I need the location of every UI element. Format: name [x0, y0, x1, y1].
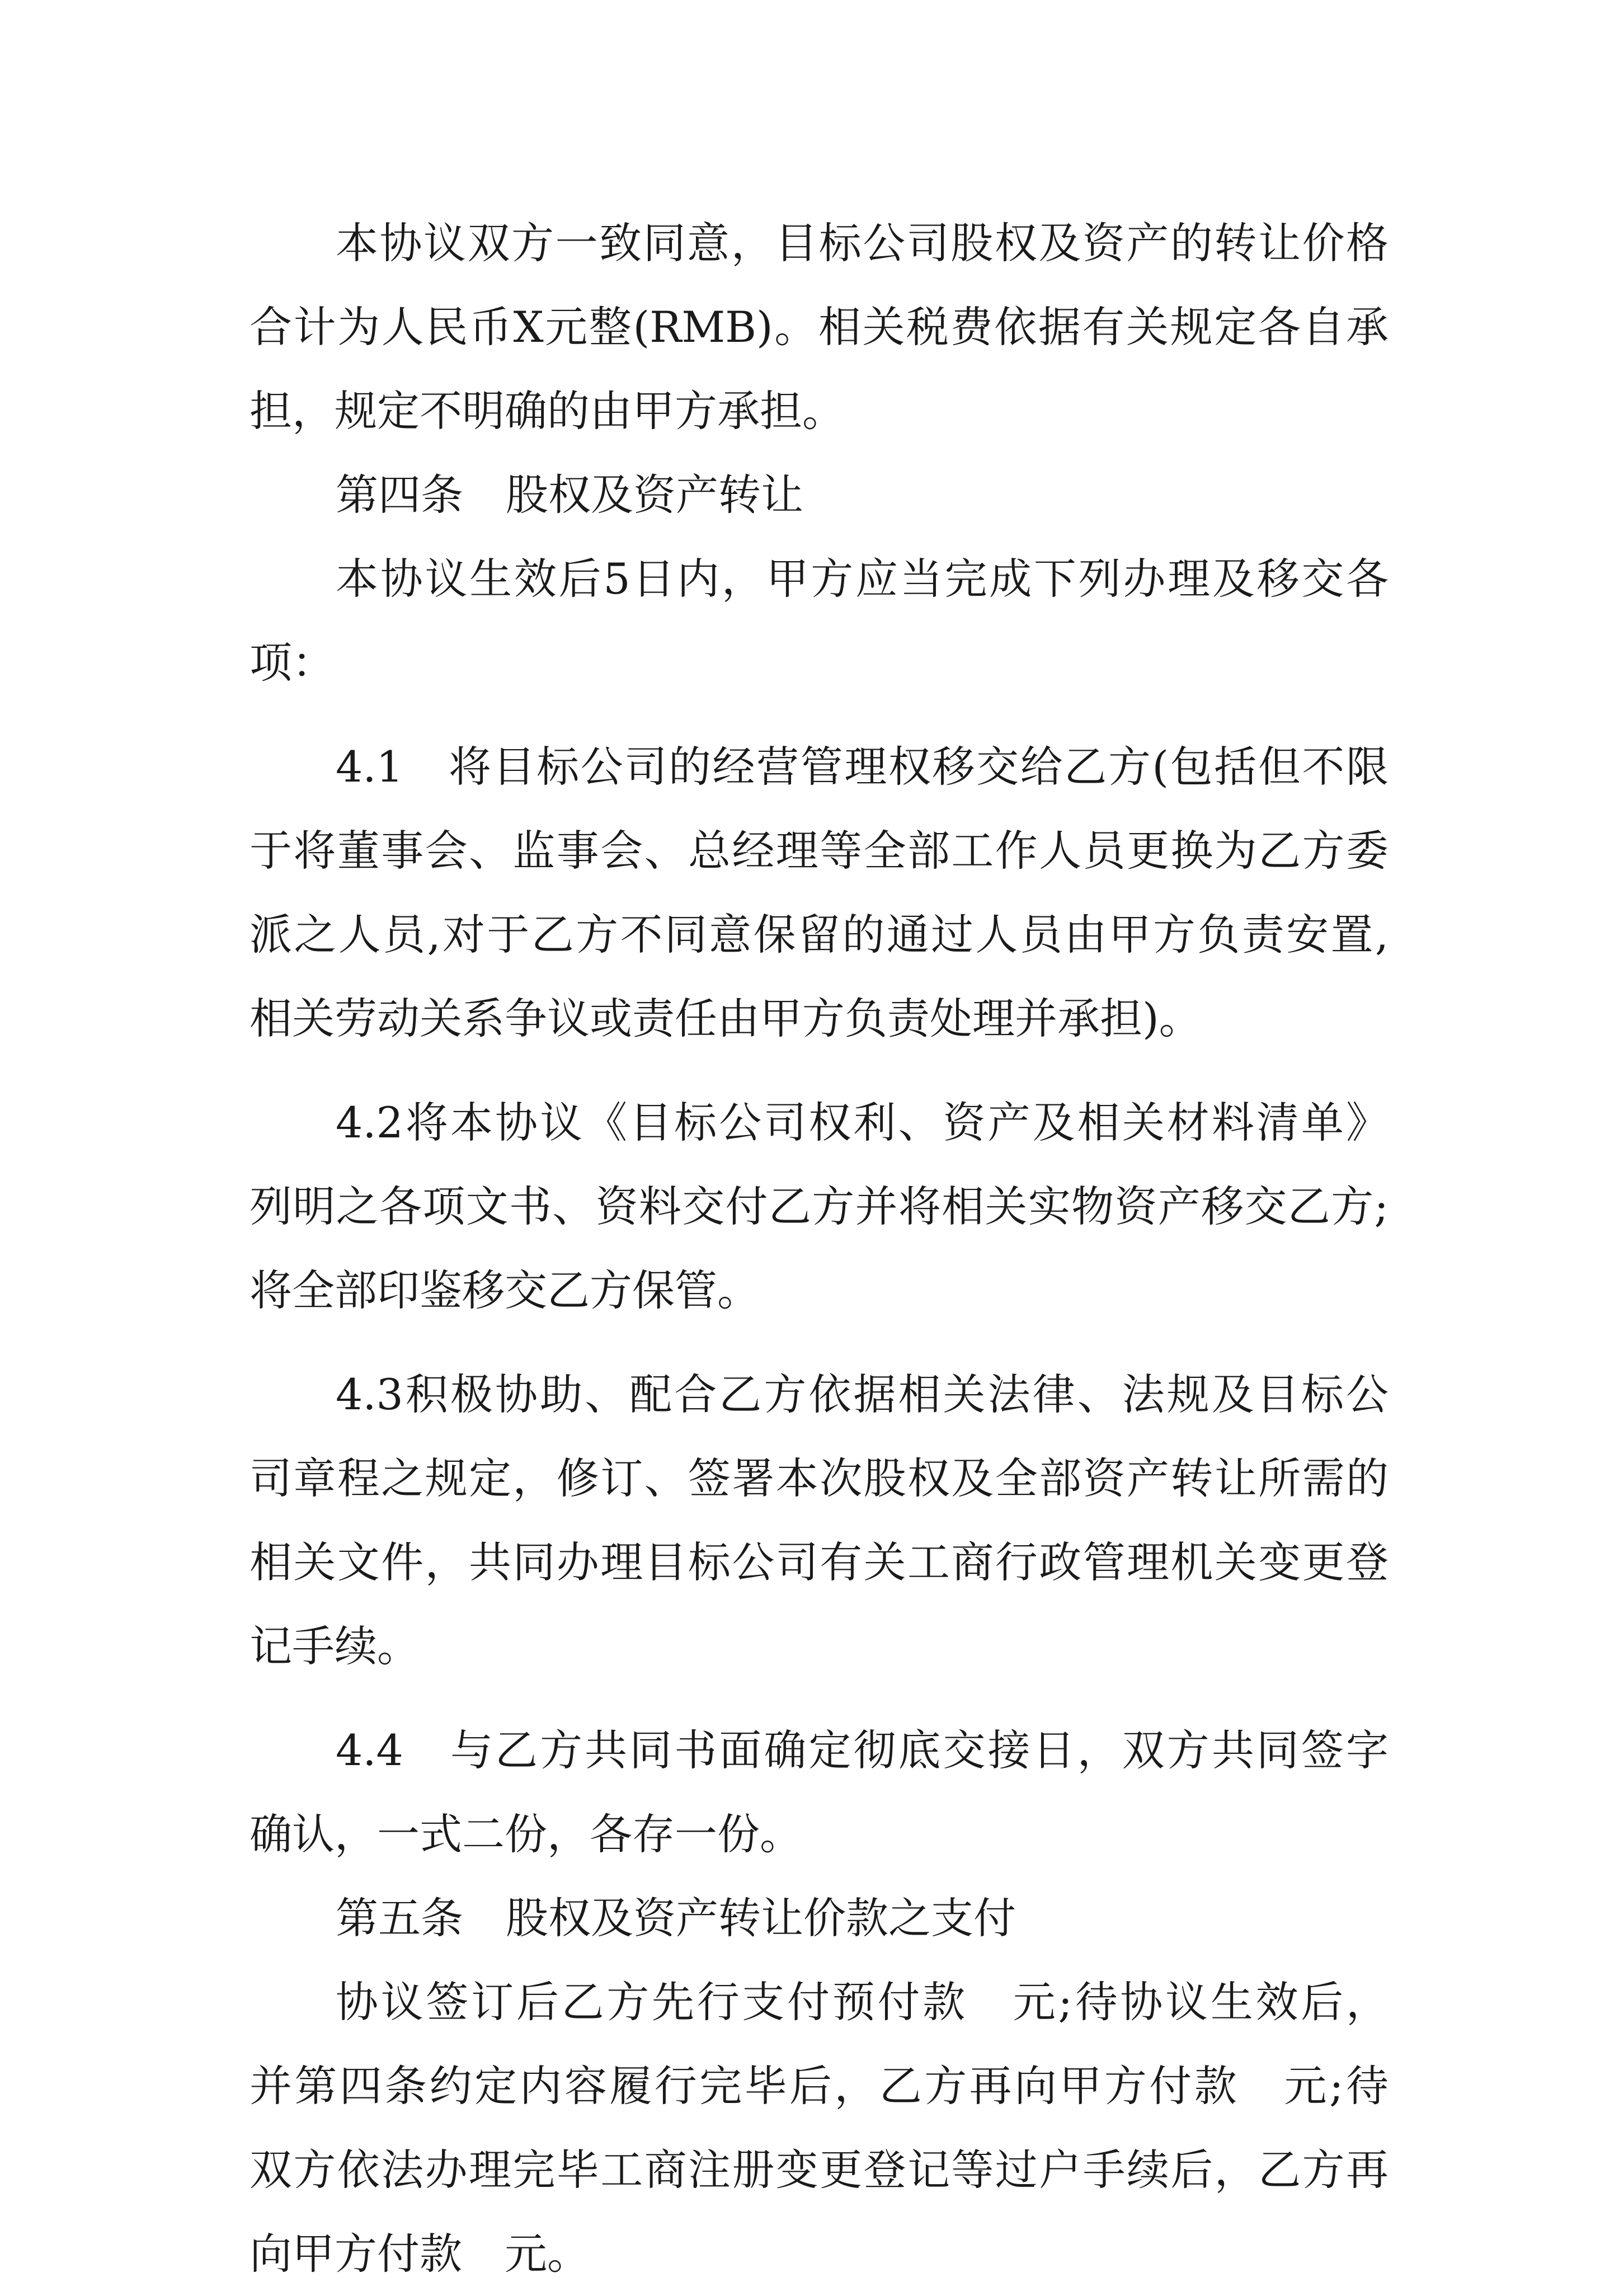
text-line: 4.2将本协议《目标公司权利、资产及相关材料清单》	[336, 1098, 1389, 1147]
paragraph-clause-4-1	[250, 725, 1389, 1061]
paragraph-article-5-body	[250, 1960, 1389, 2296]
paragraph-clause-4-3	[250, 1353, 1389, 1688]
paragraph-article-4-intro	[250, 537, 1389, 705]
section-heading: 第五条 股权及资产转让价款之支付	[336, 1893, 1016, 1943]
paragraph-clause-4-4	[250, 1709, 1389, 1876]
text-line: 4.1 将目标公司的经营管理权移交给乙方(包括但不限	[336, 742, 1389, 792]
text-line: 派之人员,对于乙方不同意保留的通过人员由甲方负责安置,	[250, 910, 1389, 959]
text-line: 将全部印鉴移交乙方保管。	[250, 1265, 760, 1315]
text-line: 4.4 与乙方共同书面确定彻底交接日，双方共同签字	[336, 1725, 1389, 1775]
text-line: 本协议双方一致同意，目标公司股权及资产的转让价格	[336, 218, 1389, 268]
text-line: 4.3积极协助、配合乙方依据相关法律、法规及目标公	[336, 1370, 1389, 1419]
text-line: 并第四条约定内容履行完毕后，乙方再向甲方付款 元;待	[250, 2061, 1389, 2111]
text-line: 合计为人民币X元整(RMB)。相关税费依据有关规定各自承	[250, 302, 1389, 352]
document-body	[250, 201, 1389, 2296]
article-5-heading	[250, 1876, 1389, 1960]
text-line: 于将董事会、监事会、总经理等全部工作人员更换为乙方委	[250, 826, 1389, 876]
text-line: 项：	[250, 638, 335, 688]
text-line: 向甲方付款 元。	[250, 2229, 590, 2279]
paragraph-price	[250, 201, 1389, 453]
text-line: 相关文件，共同办理目标公司有关工商行政管理机关变更登	[250, 1537, 1389, 1587]
text-line: 双方依法办理完毕工商注册变更登记等过户手续后，乙方再	[250, 2145, 1389, 2195]
text-line: 相关劳动关系争议或责任由甲方负责处理并承担)。	[250, 994, 1202, 1043]
text-line: 协议签订后乙方先行支付预付款 元;待协议生效后，	[336, 1977, 1389, 2027]
text-line: 确认，一式二份，各存一份。	[250, 1809, 802, 1859]
text-line: 列明之各项文书、资料交付乙方并将相关实物资产移交乙方;	[250, 1182, 1389, 1231]
text-line: 记手续。	[250, 1621, 420, 1671]
article-4-heading	[250, 453, 1389, 537]
text-line: 本协议生效后5日内，甲方应当完成下列办理及移交各	[336, 554, 1389, 604]
text-line: 担，规定不明确的由甲方承担。	[250, 386, 845, 436]
paragraph-clause-4-2	[250, 1081, 1389, 1333]
section-heading: 第四条 股权及资产转让	[336, 470, 803, 520]
text-line: 司章程之规定，修订、签署本次股权及全部资产转让所需的	[250, 1453, 1389, 1503]
